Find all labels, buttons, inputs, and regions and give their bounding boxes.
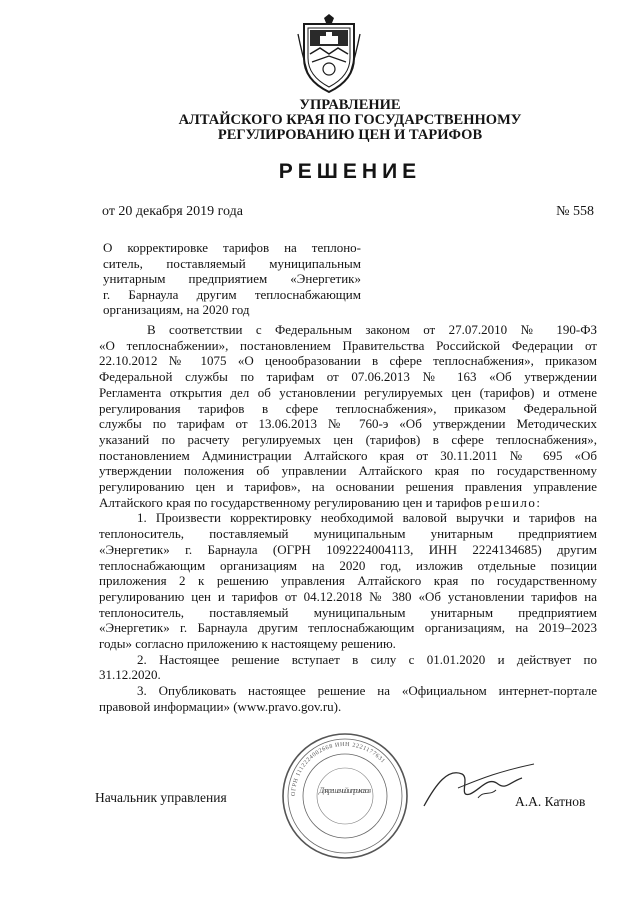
altai-krai-coat-of-arms-icon [296,14,362,94]
subject-line: О корректировке тарифов на теплоно- [103,240,361,255]
subject-line: ситель, поставляемый муниципальным [103,255,361,271]
subject-line: организациям, на 2020 год [103,302,250,317]
document-date: от 20 декабря 2019 года [102,204,243,219]
preamble-end: Алтайского края по государственному регулированию цен и тарифов [99,494,482,510]
body-line: В соответствии с Федеральным законом от 27.07.2010 № 190-ФЗ [147,322,597,337]
subject-line: унитарным предприятием «Энергетик» [103,271,361,286]
document-type-title: РЕШЕНИЕ [278,160,422,183]
body-line: Регламента открытия дел об установлении регулируемых цен (тарифов) и отмене [99,384,597,400]
subject-line: г. Барнаула другим теплоснабжающим [103,286,361,302]
item-2-line: 31.12.2020. [99,667,161,683]
org-line-2: АЛТАЙСКОГО КРАЯ ПО ГОСУДАРСТВЕННОМУ [178,112,522,128]
item-1-line: теплоноситель, поставляемый муниципальным унитарным предприятием [99,526,597,542]
document-subject [103,240,361,318]
issuing-authority [150,98,550,143]
signatory-position: Начальник управления [95,790,227,805]
item-2-line: 2. Настоящее решение вступает в силу с 01.01.2020 и действует по [137,651,597,667]
stamp-center-text: Для решений и приказов [319,786,371,795]
org-line-3: РЕГУЛИРОВАНИЮ ЦЕН И ТАРИФОВ [217,127,483,143]
official-seal-icon [280,731,410,861]
body-line: регулированию цен и тарифов», на основании решения правления управление [99,479,597,495]
item-1-line: теплоснабжающим организациям на 2020 год, изложив отдельные позиции [99,557,597,573]
item-3-line: 3. Опубликовать настоящее решение на «Официальном интернет-портале [137,683,597,699]
item-1-line: приложения 2 к решению управления Алтайского края по государственному [99,573,597,589]
body-line: регулирования тарифов в сфере теплоснабжения», приказом Федеральной [99,400,597,416]
body-line: «О теплоснабжении», постановлением Правительства Российской Федерации от [99,337,597,353]
body-line: указаний по расчету регулируемых цен (тарифов) в сфере теплоснабжения», [99,431,597,447]
body-line: 22.10.2012 № 1075 «О ценообразовании в сфере теплоснабжения», приказом [99,353,597,369]
item-1-line: «Энергетик» г. Барнаула другим теплоснабжающим организациям, на 2019–2023 [99,620,597,636]
body-line-decision [99,495,597,511]
stamp-ring-text: ОГРН 1112224002668 ИНН 2221177631 [290,741,386,797]
body-line: Федеральной службы по тарифам от 07.06.2013 № 163 «Об утверждении [99,369,597,385]
document-body [99,322,597,715]
item-1-line: 1. Произвести корректировку необходимой валовой выручки и тарифов на [137,510,597,526]
item-1-line: регулированию цен и тарифов от 04.12.2018 № 380 «Об установлении тарифов на [99,588,597,604]
decided-word: решило: [485,494,542,510]
org-line-1: УПРАВЛЕНИЕ [299,97,401,113]
item-1-line: годы» согласно приложению к настоящему решению. [99,636,396,652]
body-line: службы по тарифам от 13.06.2013 № 760-э «Об утверждении Методических [99,416,597,432]
document-number: № 558 [556,204,594,219]
item-1-line: «Энергетик» г. Барнаула (ОГРН 1092224004113, ИНН 2224134685) другим [99,541,597,557]
signatory-name: А.А. Катнов [515,794,586,809]
item-1-line: теплоноситель, поставляемый муниципальным унитарным предприятием [99,604,597,620]
body-line: постановлением Администрации Алтайского края от 30.11.2011 № 695 «Об [99,447,597,463]
item-3-line: правовой информации» (www.pravo.gov.ru). [99,698,342,714]
body-line: утверждении положения об управлении Алтайского края по государственному [99,463,597,479]
